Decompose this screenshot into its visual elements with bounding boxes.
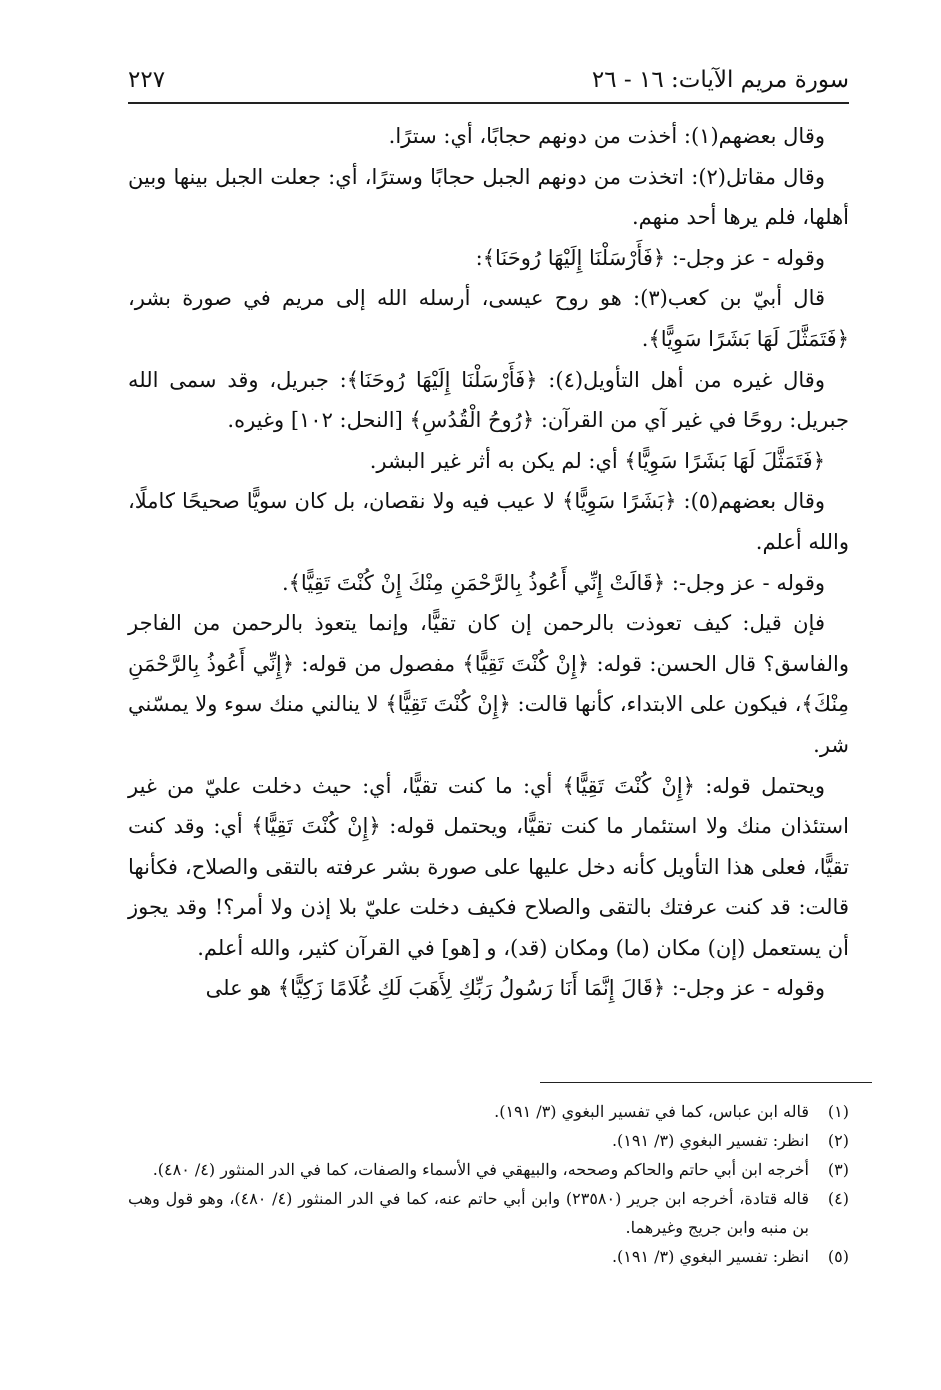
paragraph: وقال مقاتل(٢): اتخذت من دونهم الجبل حجابًا وسترًا، أي: جعلت الجبل بينها وبين أهلها، فلم يرها أحد منهم. [128,164,849,230]
footnote [128,1242,849,1271]
footnote-number: (٢) [827,1131,849,1150]
paragraph: قال أبيّ بن كعب(٣): هو روح عيسى، أرسله الله إلى مريم في صورة بشر، ﴿فَتَمَثَّلَ لَهَا بَشَرًا سَوِيًّا﴾. [128,286,849,351]
paragraph: وقوله - عز وجل-: ﴿قَالَتْ إِنِّي أَعُوذُ بِالرَّحْمَنِ مِنْكَ إِنْ كُنْتَ تَقِيًّا﴾. [281,570,825,595]
footnote [128,1126,849,1155]
paragraph: ويحتمل قوله: ﴿إِنْ كُنْتَ تَقِيًّا﴾ أي: ما كنت تقيًّا، أي: حيث دخلت عليّ من غير استئذان منك ولا استئمار ما كنت تقيًّا، ويحتمل قوله: ﴿إِنْ كُنْتَ تَقِيًّا﴾ أي: وقد كنت تقيًّا، فعلى هذا التأويل كأنه دخل عليها على صورة بشر عرفته بالتقى والصلاح، فكأنها قالت: قد كنت عرفتك بالتقى والصلاح فكيف دخلت عليّ بلا إذن ولا أمر؟! وقد يجوز أن يستعمل (إن) مكان (ما) ومكان (قد)، و [هو] في القرآن كثير، والله أعلم. [128,773,849,960]
header-rule [128,102,849,104]
footnote-text: أخرجه ابن أبي حاتم والحاكم وصححه، والبيهقي في الأسماء والصفات، كما في الدر المنثور (٤/ ٤٨٠). [152,1160,809,1179]
footnote-rule [540,1082,872,1083]
footnote-text: انظر: تفسير البغوي (٣/ ١٩١). [611,1247,809,1266]
main-text [128,116,849,1009]
footnote-number: (١) [827,1102,849,1121]
footnote-text: قاله ابن عباس، كما في تفسير البغوي (٣/ ١٩١). [494,1102,809,1121]
paragraph: ﴿فَتَمَثَّلَ لَهَا بَشَرًا سَوِيًّا﴾ أي: لم يكن به أثر غير البشر. [369,448,825,473]
footnote [128,1184,849,1242]
paragraph: وقوله - عز وجل-: ﴿فَأَرْسَلْنَا إِلَيْهَا رُوحَنَا﴾: [475,245,825,270]
footnotes [128,1097,849,1271]
running-header [128,56,849,96]
footnote [128,1155,849,1184]
header-title: سورة مريم الآيات: ١٦ - ٢٦ [591,67,849,93]
paragraph: وقال بعضهم(٥): ﴿بَشَرًا سَوِيًّا﴾ لا عيب فيه ولا نقصان، بل كان سويًّا صحيحًا كاملًا، والله أعلم. [128,489,849,554]
footnote-number: (٣) [827,1160,849,1179]
footnote-number: (٤) [827,1189,849,1208]
paragraph: وقوله - عز وجل-: ﴿قَالَ إِنَّمَا أَنَا رَسُولُ رَبِّكِ لِأَهَبَ لَكِ غُلَامًا زَكِيًّا﴾ هو على [205,976,825,1001]
footnote-text: قاله قتادة، أخرجه ابن جرير (٢٣٥٨٠) وابن أبي حاتم عنه، كما في الدر المنثور (٤/ ٤٨٠)، وهو قول وهب بن منبه وابن جريج وغيرهما. [128,1189,809,1237]
paragraph: وقال غيره من أهل التأويل(٤): ﴿فَأَرْسَلْنَا إِلَيْهَا رُوحَنَا﴾: جبريل، وقد سمى الله جبريل: روحًا في غير آي من القرآن: ﴿رُوحُ الْقُدُسِ﴾ [النحل: ١٠٢] وغيره. [128,367,849,433]
footnote-text: انظر: تفسير البغوي (٣/ ١٩١). [611,1131,809,1150]
paragraph: وقال بعضهم(١): أخذت من دونهم حجابًا، أي: سترًا. [388,124,825,148]
footnote [128,1097,849,1126]
page-number: ٢٢٧ [128,67,166,93]
paragraph: فإن قيل: كيف تعوذت بالرحمن إن كان تقيًّا، وإنما يتعوذ بالرحمن من الفاجر والفاسق؟ قال الحسن: قوله: ﴿إِنْ كُنْتَ تَقِيًّا﴾ مفصول من قوله: ﴿إِنِّي أَعُوذُ بِالرَّحْمَنِ مِنْكَ﴾، فيكون على الابتداء، كأنها قالت: ﴿إِنْ كُنْتَ تَقِيًّا﴾ لا ينالني منك سوء ولا يمسّني شر. [128,611,849,757]
footnote-number: (٥) [827,1247,849,1266]
